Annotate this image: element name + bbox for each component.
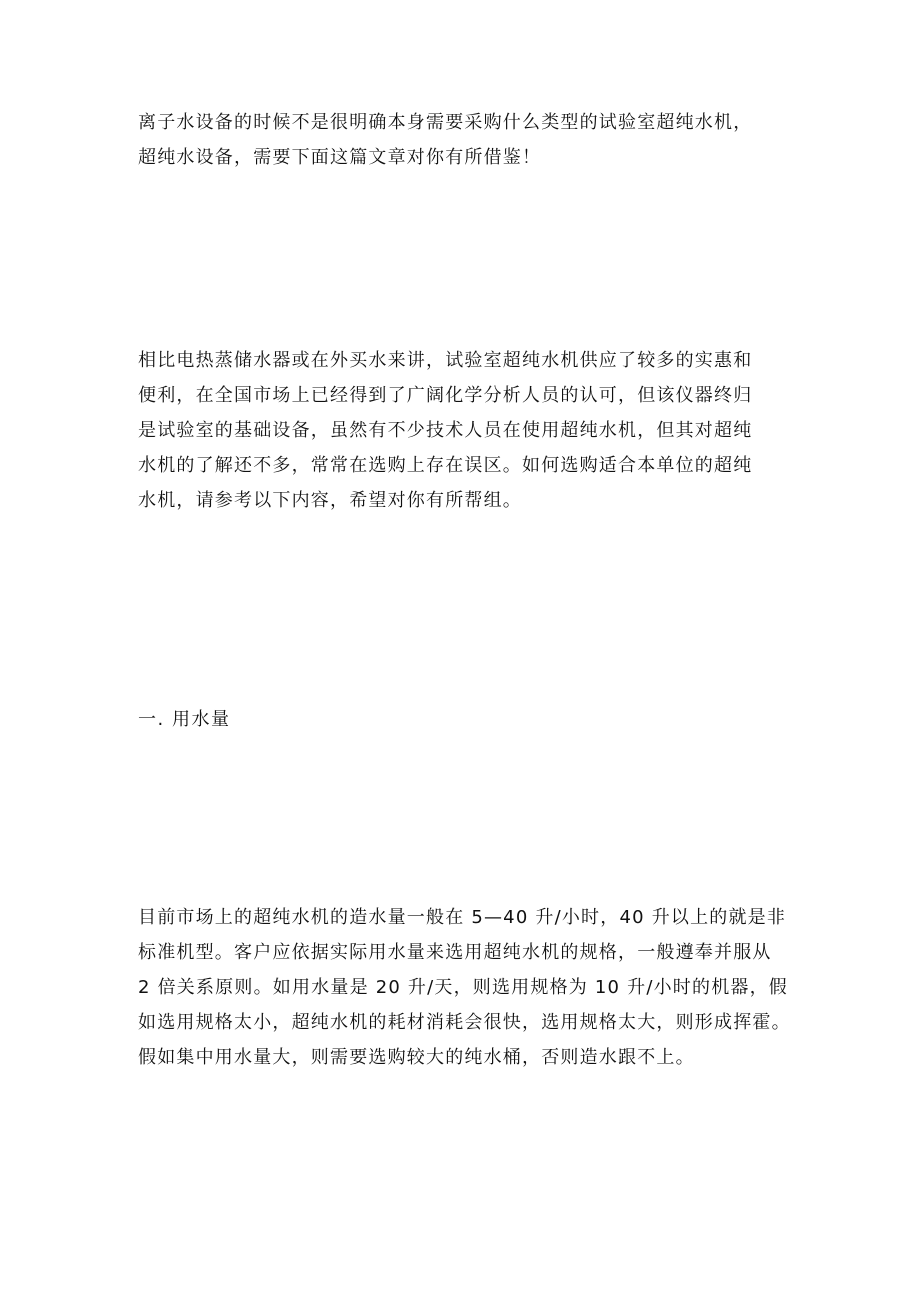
paragraph-line: 水机，请参考以下内容，希望对你有所帮组。 — [138, 490, 522, 511]
paragraph-line: 超纯水设备，需要下面这篇文章对你有所借鉴！ — [138, 147, 542, 168]
water-usage-paragraph — [138, 900, 800, 1075]
paragraph-line: 2 倍关系原则。如用水量是 20 升/天，则选用规格为 10 升/小时的机器，假 — [138, 977, 788, 998]
paragraph-line: 便利，在全国市场上已经得到了广阔化学分析人员的认可，但该仪器终归 — [138, 385, 753, 406]
paragraph-line: 如选用规格太小，超纯水机的耗材消耗会很快，选用规格太大，则形成挥霍。 — [138, 1012, 791, 1033]
paragraph-line: 相比电热蒸储水器或在外买水来讲，试验室超纯水机供应了较多的实惠和 — [138, 350, 753, 371]
paragraph-line: 离子水设备的时候不是很明确本身需要采购什么类型的试验室超纯水机， — [138, 112, 753, 133]
paragraph-line: 水机的了解还不多，常常在选购上存在误区。如何选购适合本单位的超纯 — [138, 455, 753, 476]
intro-paragraph — [138, 105, 800, 175]
paragraph-line: 目前市场上的超纯水机的造水量一般在 5—40 升/小时，40 升以上的就是非 — [138, 907, 787, 928]
paragraph-line: 是试验室的基础设备，虽然有不少技术人员在使用超纯水机，但其对超纯 — [138, 420, 753, 441]
background-paragraph — [138, 343, 800, 518]
section-heading: 一. 用水量 — [138, 709, 231, 730]
paragraph-line: 标准机型。客户应依据实际用水量来选用超纯水机的规格，一般遵奉并服从 — [138, 942, 772, 963]
paragraph-line: 假如集中用水量大，则需要选购较大的纯水桶，否则造水跟不上。 — [138, 1047, 695, 1068]
